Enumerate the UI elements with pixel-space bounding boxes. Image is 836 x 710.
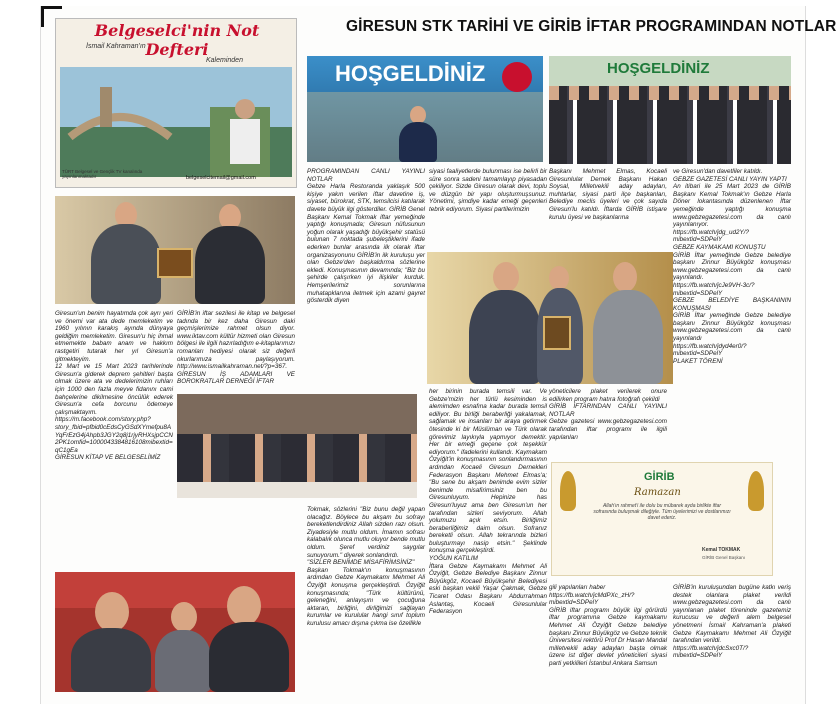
logo-pen: Kaleminden bbox=[206, 57, 243, 64]
photo-plaque-ceremony bbox=[427, 252, 673, 384]
column-1-text-a: Giresun'un benim hayatımda çok ayrı yeri ve önemi var ata dede memleketim ve 1960 yılının karakış ayında dünyaya geldiğim memleketim. Giresun'u hiç ihmal etmemekte babam anam ve hakkım rastgetiri tutarak her yıl Giresun'a gitmekteyim. 12 Mart ve 15 Mart 2023 tarihlerinde Giresun'a giderek deprem şehitleri başta olmak üzere ata ve dedelerimizin ruhları için 1000 den fazla meyve fidanını cami bahçelerine dikilmesine öncülük ederek Giresun'a cefa borcunu ödemeye çalışmaktayım. https://m.facebook.com/story.php?story_fbid=pfbid0cEdsCyGSdXYmefpu8AYqFrEzG4jAhpb3JGY2q8j1rjyRHXsjpCCN2PK1omfid=1000043384816108mibextid=qC1gEa GİRESUN KİTAP VE BELGESELİMİZ bbox=[55, 310, 173, 462]
photo-dinner-table bbox=[177, 394, 417, 498]
column-5-text-a: ve Giresun'dan davetliler katıldı. GEBZE GAZETESİ CANLI YAYIN YAPTI An itibari ile 25 Mart 2023 de GİRİB Başkanı Kemal Tokmak'ın Gebze Harla Döner lokantasında düzenlenen İftar yemeğinde yaptığı konuşma www.gebzegazetesi.com da canlı yayınlanıyor. https://fb.watch/jdg_ud2Y/?mibextid=SDPelY GEBZE KAYMAKAMI KONUŞTU GİRİB İftar yemeğinde Gebze belediye başkanı Zinnur Büyükgöz konuşması www.gebzegazetesi.com da canlı yayınlandı. https://fb.watch/jcJe9VH-3c/?mibextid=SDPelY GEBZE BELEDİYE BAŞKANININ KONUŞMASI GİRİB İftar yemeğinde Gebze belediye başkanı Zinnur Büyükgöz konuşması www.gebzegazetesi.com da canlı yayınlandı https://fb.watch/jdyd4er0/?mibextid=SDPelY PLAKET TÖRENİ bbox=[673, 168, 791, 365]
column-3-text-a: siyasi faaliyetlerde bulunması ise belirli bir süre sonra sadeni tamamlayıp piyasadan çekiliyor. Sizde Giresun olarak devi, toplu ve düzgün bir yapı oluşturmuşsunuz. Yönetimi, şimdiye kadar emeği geçenleri tebrik ediyorum. Siyasi partilerimizin bbox=[429, 168, 549, 213]
column-5-text-b: GİRİB'in kuruluşundan bugüne katkı veriş destek olanlara plaket verildi www.gebzegazetesi.com da canlı yayınlanan plaket töreninde gazetemiz kurucusu ve değerli alem belgesel yönetmeni İsmail Kahraman'a plaketi Gebze Kaymakamı Mehmet Ali Özyiğit tarafından verildi. https://fb.watch/jdcSxc0T/?mibextid=SDPelY bbox=[673, 584, 791, 660]
column-2-text-b: Tokmak, sözlerini "Biz bunu değil yapan olacağız. Böylece bu akşam bu sofrayı bereketlendirdiniz Allah sizden razı olsun. Ziyadesiyle mutlu oldum. İmamın sofrası kalabalık olunca mutlu oluyor bende mutlu oldum. Şeref verdiniz saygılar sunuyorum." diyerek sonlandırdı. "SİZLER BENİMDE MİSAFİRİMSİNİZ" Başkan Tokmak'ın konuşmasının ardından Gebze Kaymakamı Mehmet Ali Özyiğit konuşma gerçekleştirdi. Özyiğit konuşmasında; "Türk kültürünü, geleneğini, anlayışını ve çocuğuna aktaran, birliğini, dirliğimizi sağlayan kurumlar ve kurulular hangi sınıf toplum kurulusu amacı dışına çıkma ise özellikle bbox=[307, 506, 425, 627]
column-3-text-b: her birinin burada temsili var. Ve Gebze'mizin her türlü kesiminden is alemimden esnafına kadar burada temsil ediliyor. Bu birliği beraberliği yakalamak, sağlamak ve insanları bir araya getirmek ötesinde ki bir Müslüman ve Türk olarak görevimiz layıkıyla yapmıyor demektir. Her bir emeği geçene çok teşekkür ediyorum." ifadelerini kullandı. Kaymakam Özyiğit'in konuşmasının sonlandırmasının ardından Kocaeli Giresun Dernekleri Federasyon Başkanı Mehmet Elmas'a; "Bu sene bu akşam benimde evim sizler benimde misafirimsiniz ben bu Giresunluyum. Hepinize has Giresun'luyuz ama ben Giresun'un her tarafından sizleri seviyorum. Allah yolumuzu açık etsin. Birliğimiz beraberliğimiz daim olsun. Sofranız bereketli olsun. Allah tekrarında bizleri buluşturmayı nasip etsin." Şeklinde konuşma gerçekleştirdi. YOĞUN KATILIM İftara Gebze Kaymakamı Mehmet Ali Özyiğit, Gebze Belediye Başkanı Zinnur Büyükgöz, Kocaeli Büyükşehir Belediyesi eski başkan vekili Yaşar Çakmak, Gebze Ticaret Odası Başkanı Abdurrahman Aslantaş, Kocaeli Giresunlular Federasyon bbox=[429, 388, 547, 616]
photo-three-men bbox=[55, 572, 295, 692]
corner-mark bbox=[41, 6, 62, 27]
invite-script: Ramazan bbox=[634, 487, 681, 498]
logo-author: İsmail Kahraman'ın bbox=[86, 43, 146, 50]
invite-logo: GİRİB bbox=[644, 471, 675, 483]
newspaper-page bbox=[40, 6, 836, 704]
logo-caption: TÜRT Belgesel ve Gençlik TV kanalında yayınlanmaktadır bbox=[62, 169, 143, 179]
column-1-text-b: GİRİB'in iftar sezilesi ile kitap ve belgesel tadında bir kez daha Giresun daki geçmişlerimize rahmet olsun diyor. www.iktav.com kültür hizmeti olan Giresun bölgesi ile ilgili hazırladığım e-kitaplarımızı romanları hediyesi olarak siz değerli okurlarımıza paylaşıyorum. http://www.ismailkahraman.net/?p=367. GİRESUN İŞ ADAMLARI VE BOROKRATLAR DERNEĞİ İFTAR bbox=[177, 310, 295, 386]
column-4-text-a: Başkanı Mehmet Elmas, Kocaeli Giresunlular Dernek Başkanı Hakan Soysal, Milletvekili aday adayları, muhtarlar, siyasi parti ilçe başkanları, Belediye meclis üyeleri ve çok sayıda Giresun'lu katıldı. İftarda GİRİB istişare kurulu üyesi ve başkanlarına bbox=[549, 168, 669, 221]
photo-group bbox=[549, 56, 791, 164]
logo-email: belgeselcitemail@gmail.com bbox=[186, 175, 256, 181]
welcome-banner-text: HOŞGELDİNİZ bbox=[335, 61, 486, 86]
invite-sign: Kemal TOKMAK bbox=[702, 547, 741, 553]
column-1-text-b2 bbox=[177, 502, 295, 566]
column-logo bbox=[55, 18, 297, 188]
photo-invitation-card bbox=[551, 462, 773, 576]
column-4-text-c: gili yapılanları haber https://fb.watch/jcMdPXc_zH/?mibextid=SDPelY GİRİB iftar programı büyük ilgi görürdü iftar programına Gebze kaymakamı Mehmet Ali Özyiğit Gebze belediye başkanı Zinnur Büyükgöz ve Gebze teknik Üniversitesi rektörü Prof Dr Hasan Mandal milletvekili aday adayları başta olmak üzere ist diğer devlet yöneticileri siyasi parti yetkilileri İstanbul Ankara Samsun bbox=[549, 584, 667, 667]
column-4-text-b: yöneticilere plaket verilerek onure edilirken program hatıra fotoğrafı çekildi GİRİB İFTARINDAN CANLI YAYINLI NOTLAR Gebze gazetesi www.gebzegazetesi.com tarafından iftar programı ile ilgili yapılanları bbox=[549, 388, 667, 441]
bridge-photo bbox=[60, 67, 292, 177]
page-headline: GİRESUN STK TARİHİ VE GİRİB İFTAR PROGRAMINDAN NOTLAR bbox=[346, 18, 836, 35]
invite-role: GİRİB Genel Başkanı bbox=[702, 555, 746, 560]
photo-plaque bbox=[55, 196, 295, 304]
column-2-text: PROGRAMINDAN CANLI YAYINLI NOTLAR Gebze Harla Restoranda yaklaşık 500 kişiye yakın verilen iftar davetine iş, siyaset, bürokrat, STK, temsilcisi katılarak davete büyük ilgi gösterdiler. GİRİB Genel Başkanı Kemal Tokmak iftar yemeğinde yaptığı konuşmada; Giresun nüfusunun yoğun olarak yaşadığı büyükşehir statüsü bulunan 7 noktada şubeleştiklerini ifade ederken bunlar arasında ilk olarak iftar organizasyonunu GİRİB'in ilk kuruluşu yer olan Gebze'den başkaldırma sözlerine ekledi. Konuşmasının devamında; "Biz bu şehirde çalışırken iyi ilişkiler kurduk. Hemşerilerimiz sorunlarına muhatapklarına iletmek için azami gayret gösterdik diyen bbox=[307, 168, 425, 305]
invite-text: Allah'ın rahmet'i ile dolu bu mübarek ayda birlikte iftar sofrasında buluşmak dileğiyle. Tüm üyelerimizi ve dostlarımızı davet ederiz. bbox=[593, 503, 731, 521]
logo-title: Belgeselci'nin Not Defteri bbox=[94, 21, 260, 59]
photo-speaker-banner bbox=[307, 56, 543, 162]
welcome-banner-text-2: HOŞGELDİNİZ bbox=[607, 60, 710, 77]
